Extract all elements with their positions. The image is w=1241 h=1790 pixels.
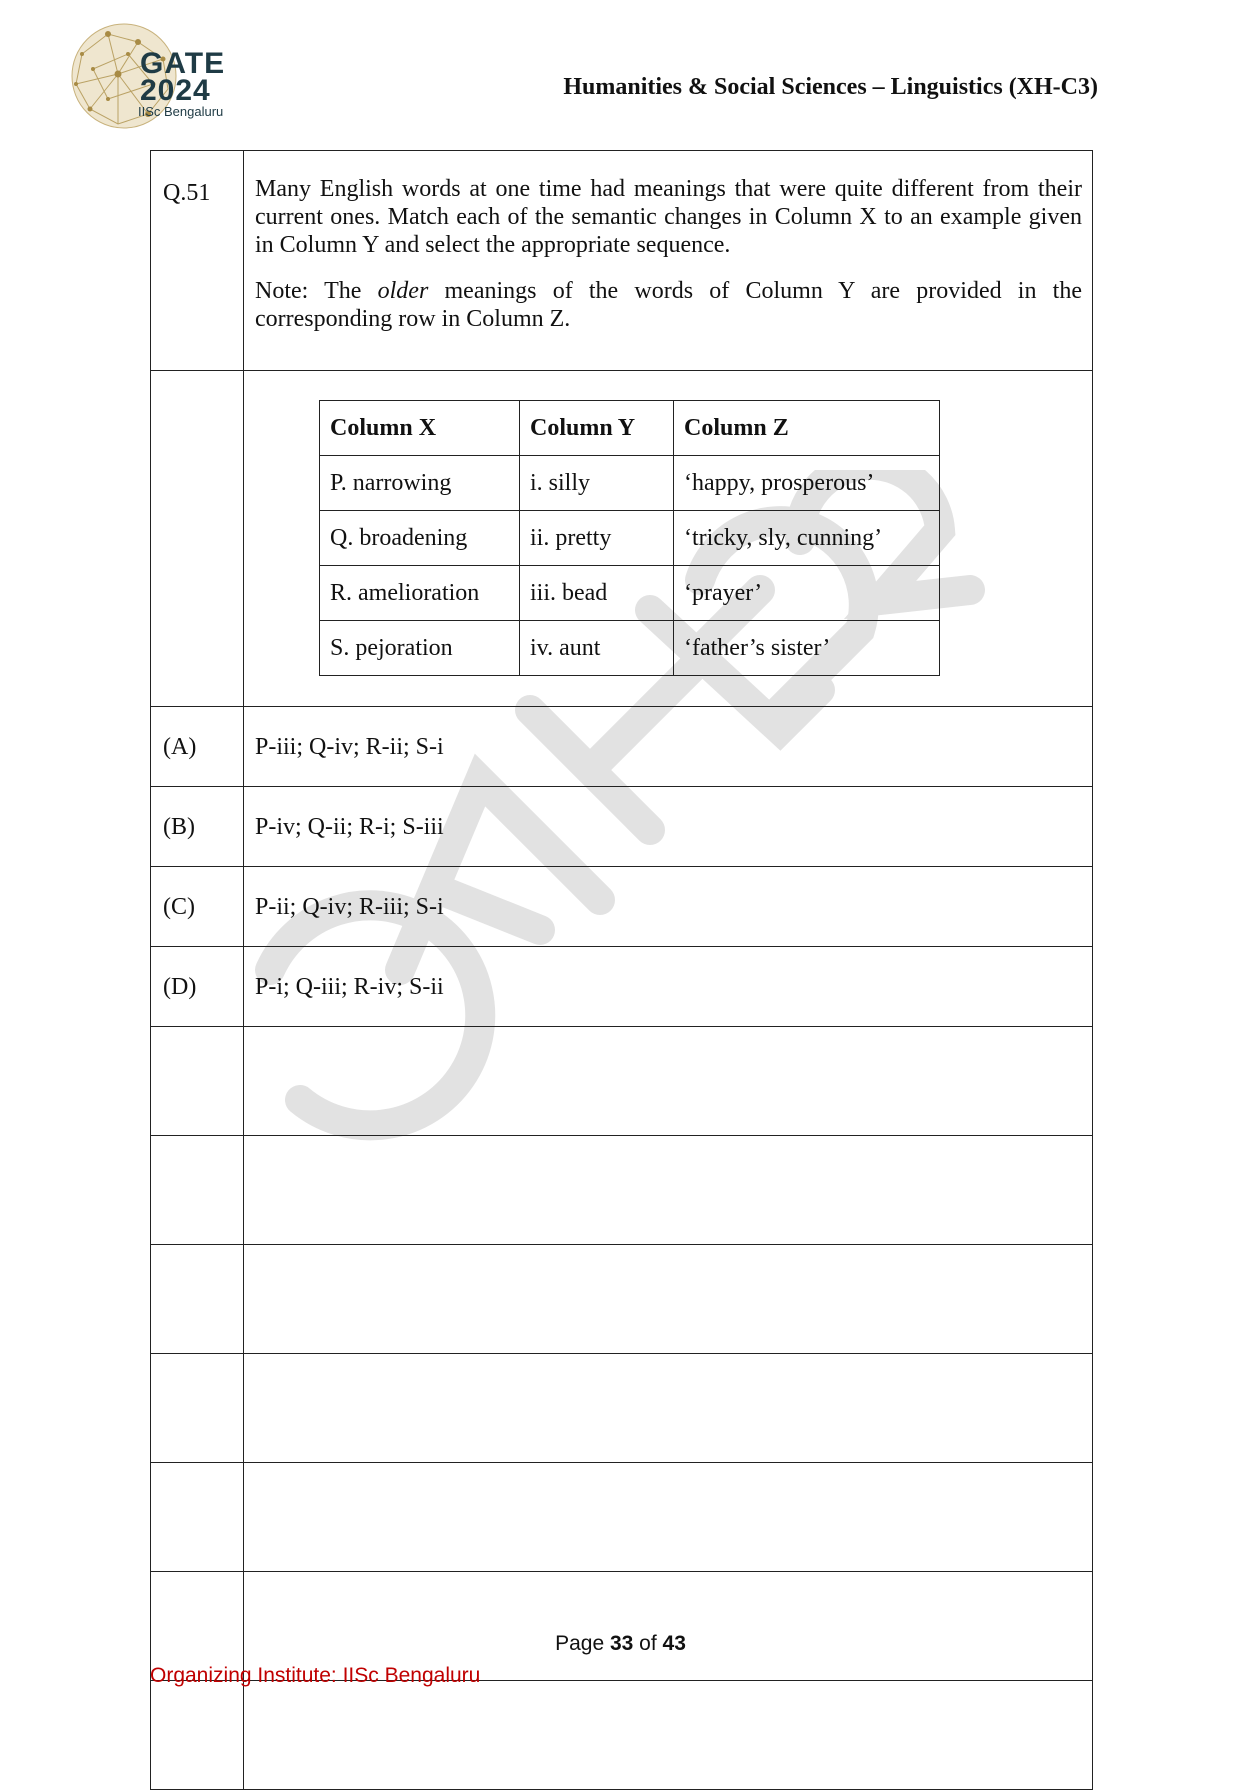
logo-year: 2024 bbox=[140, 74, 211, 107]
match-row bbox=[320, 621, 940, 676]
match-row bbox=[320, 566, 940, 621]
match-table bbox=[319, 400, 940, 676]
match-cell: iii. bead bbox=[520, 566, 674, 621]
option-row-b bbox=[151, 787, 1093, 867]
option-row-a bbox=[151, 707, 1093, 787]
page-total: 43 bbox=[662, 1632, 686, 1655]
empty-cell bbox=[151, 1136, 244, 1245]
match-cell: Q. broadening bbox=[320, 511, 520, 566]
match-table-header bbox=[320, 401, 940, 456]
option-row-c bbox=[151, 867, 1093, 947]
empty-cell bbox=[151, 1354, 244, 1463]
empty-row bbox=[151, 1245, 1093, 1354]
note-suffix: meanings of the words of Column Y are provided in the corresponding row in Column Z. bbox=[255, 278, 1082, 332]
organizing-institute: Organizing Institute: IISc Bengaluru bbox=[150, 1664, 481, 1687]
logo-wordmark bbox=[140, 47, 226, 107]
empty-row bbox=[151, 1681, 1093, 1790]
match-cell: S. pejoration bbox=[320, 621, 520, 676]
match-cell: P. narrowing bbox=[320, 456, 520, 511]
option-label: (A) bbox=[151, 707, 244, 787]
logo-subtitle: IISc Bengaluru bbox=[138, 104, 224, 119]
match-table-cell bbox=[244, 371, 1093, 707]
note-prefix: Note: The bbox=[255, 278, 378, 304]
logo-title: GATE bbox=[140, 47, 226, 80]
question-text: Many English words at one time had meanings that were quite different from their current ones. Match each of the semantic changes in Column X to an example given in Column Y and select the appropriate sequence. bbox=[255, 176, 1082, 258]
empty-label-cell bbox=[151, 371, 244, 707]
page-number bbox=[0, 1632, 1241, 1656]
paper-title: Humanities & Social Sciences – Linguistics (XH-C3) bbox=[563, 74, 1098, 100]
empty-cell bbox=[151, 1463, 244, 1572]
option-row-d bbox=[151, 947, 1093, 1027]
page-of: of bbox=[633, 1632, 663, 1655]
gate-logo bbox=[68, 14, 238, 136]
empty-row bbox=[151, 1027, 1093, 1136]
empty-row bbox=[151, 1354, 1093, 1463]
empty-cell bbox=[244, 1027, 1093, 1136]
question-table bbox=[150, 150, 1093, 1790]
empty-cell bbox=[151, 1245, 244, 1354]
option-label: (C) bbox=[151, 867, 244, 947]
empty-row bbox=[151, 1136, 1093, 1245]
empty-row bbox=[151, 1463, 1093, 1572]
column-header: Column X bbox=[320, 401, 520, 456]
page-prefix: Page bbox=[555, 1632, 610, 1655]
question-note bbox=[255, 277, 1082, 333]
option-label: (D) bbox=[151, 947, 244, 1027]
match-cell: iv. aunt bbox=[520, 621, 674, 676]
question-body bbox=[244, 151, 1093, 371]
empty-cell bbox=[151, 1681, 244, 1790]
option-text: P-ii; Q-iv; R-iii; S-i bbox=[244, 867, 1093, 947]
empty-cell bbox=[244, 1245, 1093, 1354]
match-cell: R. amelioration bbox=[320, 566, 520, 621]
match-cell: ‘happy, prosperous’ bbox=[674, 456, 940, 511]
question-number: Q.51 bbox=[151, 151, 244, 371]
option-text: P-i; Q-iii; R-iv; S-ii bbox=[244, 947, 1093, 1027]
match-cell: i. silly bbox=[520, 456, 674, 511]
match-cell: ii. pretty bbox=[520, 511, 674, 566]
page-current: 33 bbox=[609, 1632, 634, 1655]
match-cell: ‘tricky, sly, cunning’ bbox=[674, 511, 940, 566]
option-label: (B) bbox=[151, 787, 244, 867]
match-cell: ‘prayer’ bbox=[674, 566, 940, 621]
match-row bbox=[320, 456, 940, 511]
column-header: Column Z bbox=[674, 401, 940, 456]
match-table-row bbox=[151, 371, 1093, 707]
note-italic: older bbox=[377, 278, 429, 304]
empty-cell bbox=[244, 1463, 1093, 1572]
empty-cell bbox=[244, 1354, 1093, 1463]
empty-cell bbox=[244, 1136, 1093, 1245]
empty-cell bbox=[244, 1681, 1093, 1790]
option-text: P-iii; Q-iv; R-ii; S-i bbox=[244, 707, 1093, 787]
question-row bbox=[151, 151, 1093, 371]
match-cell: ‘father’s sister’ bbox=[674, 621, 940, 676]
empty-cell bbox=[151, 1027, 244, 1136]
match-row bbox=[320, 511, 940, 566]
column-header: Column Y bbox=[520, 401, 674, 456]
option-text: P-iv; Q-ii; R-i; S-iii bbox=[244, 787, 1093, 867]
